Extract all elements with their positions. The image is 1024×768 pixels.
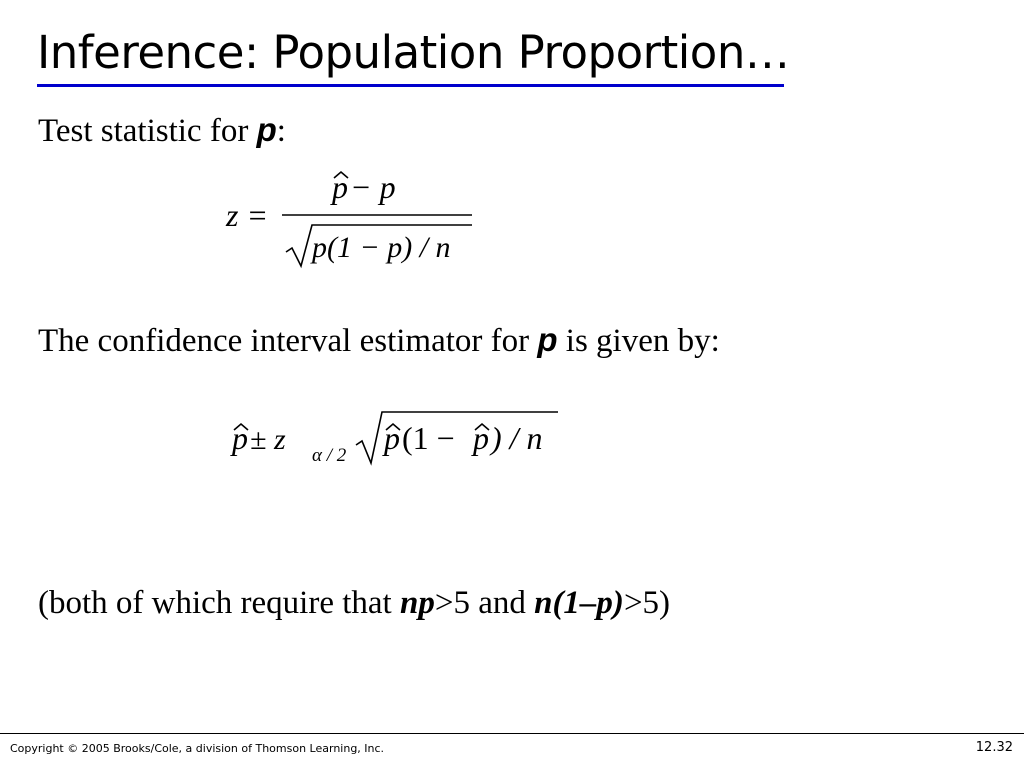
requirements-note-start: (both of which require that	[38, 585, 400, 621]
numerator-rest: − p	[350, 169, 396, 205]
radicand-p-hat: p	[384, 420, 400, 456]
radicand-over-n: ) / n	[491, 420, 543, 456]
ci-estimator-label-text: The confidence interval estimator for	[38, 323, 538, 359]
title-underline	[37, 84, 784, 87]
denominator: p(1 − p) / n	[312, 231, 451, 264]
np-term: np	[399, 585, 435, 621]
radicand-p-hat-2: p	[473, 420, 489, 456]
requirements-note-end: >5)	[623, 585, 671, 621]
copyright-notice: Copyright © 2005 Brooks/Cole, a division of Thomson Learning, Inc.	[10, 742, 385, 755]
plus-minus-z: ± z	[250, 423, 286, 456]
ci-estimator-label-end: is given by:	[557, 323, 720, 359]
requirements-note	[38, 583, 670, 623]
z-statistic-formula	[222, 168, 482, 278]
footer-divider	[0, 733, 1024, 734]
n-one-minus-p-term: n(1–p)	[534, 585, 624, 621]
test-statistic-label	[38, 110, 286, 151]
page-number: 12.32	[975, 740, 1013, 755]
p-symbol: p	[537, 321, 558, 358]
z-equals: z =	[226, 197, 269, 233]
p-hat: p	[232, 420, 248, 456]
test-statistic-label-colon: :	[276, 113, 286, 149]
slide-title: Inference: Population Proportion…	[37, 26, 790, 79]
requirements-note-middle: >5 and	[434, 585, 535, 621]
p-symbol: p	[256, 111, 277, 148]
ci-estimator-label	[38, 320, 720, 361]
confidence-interval-formula	[228, 405, 568, 475]
numerator-p-hat: p	[332, 169, 348, 205]
alpha-half-subscript: α / 2	[312, 445, 347, 466]
radicand-one-minus: (1 −	[402, 420, 455, 456]
test-statistic-label-text: Test statistic for	[38, 113, 257, 149]
